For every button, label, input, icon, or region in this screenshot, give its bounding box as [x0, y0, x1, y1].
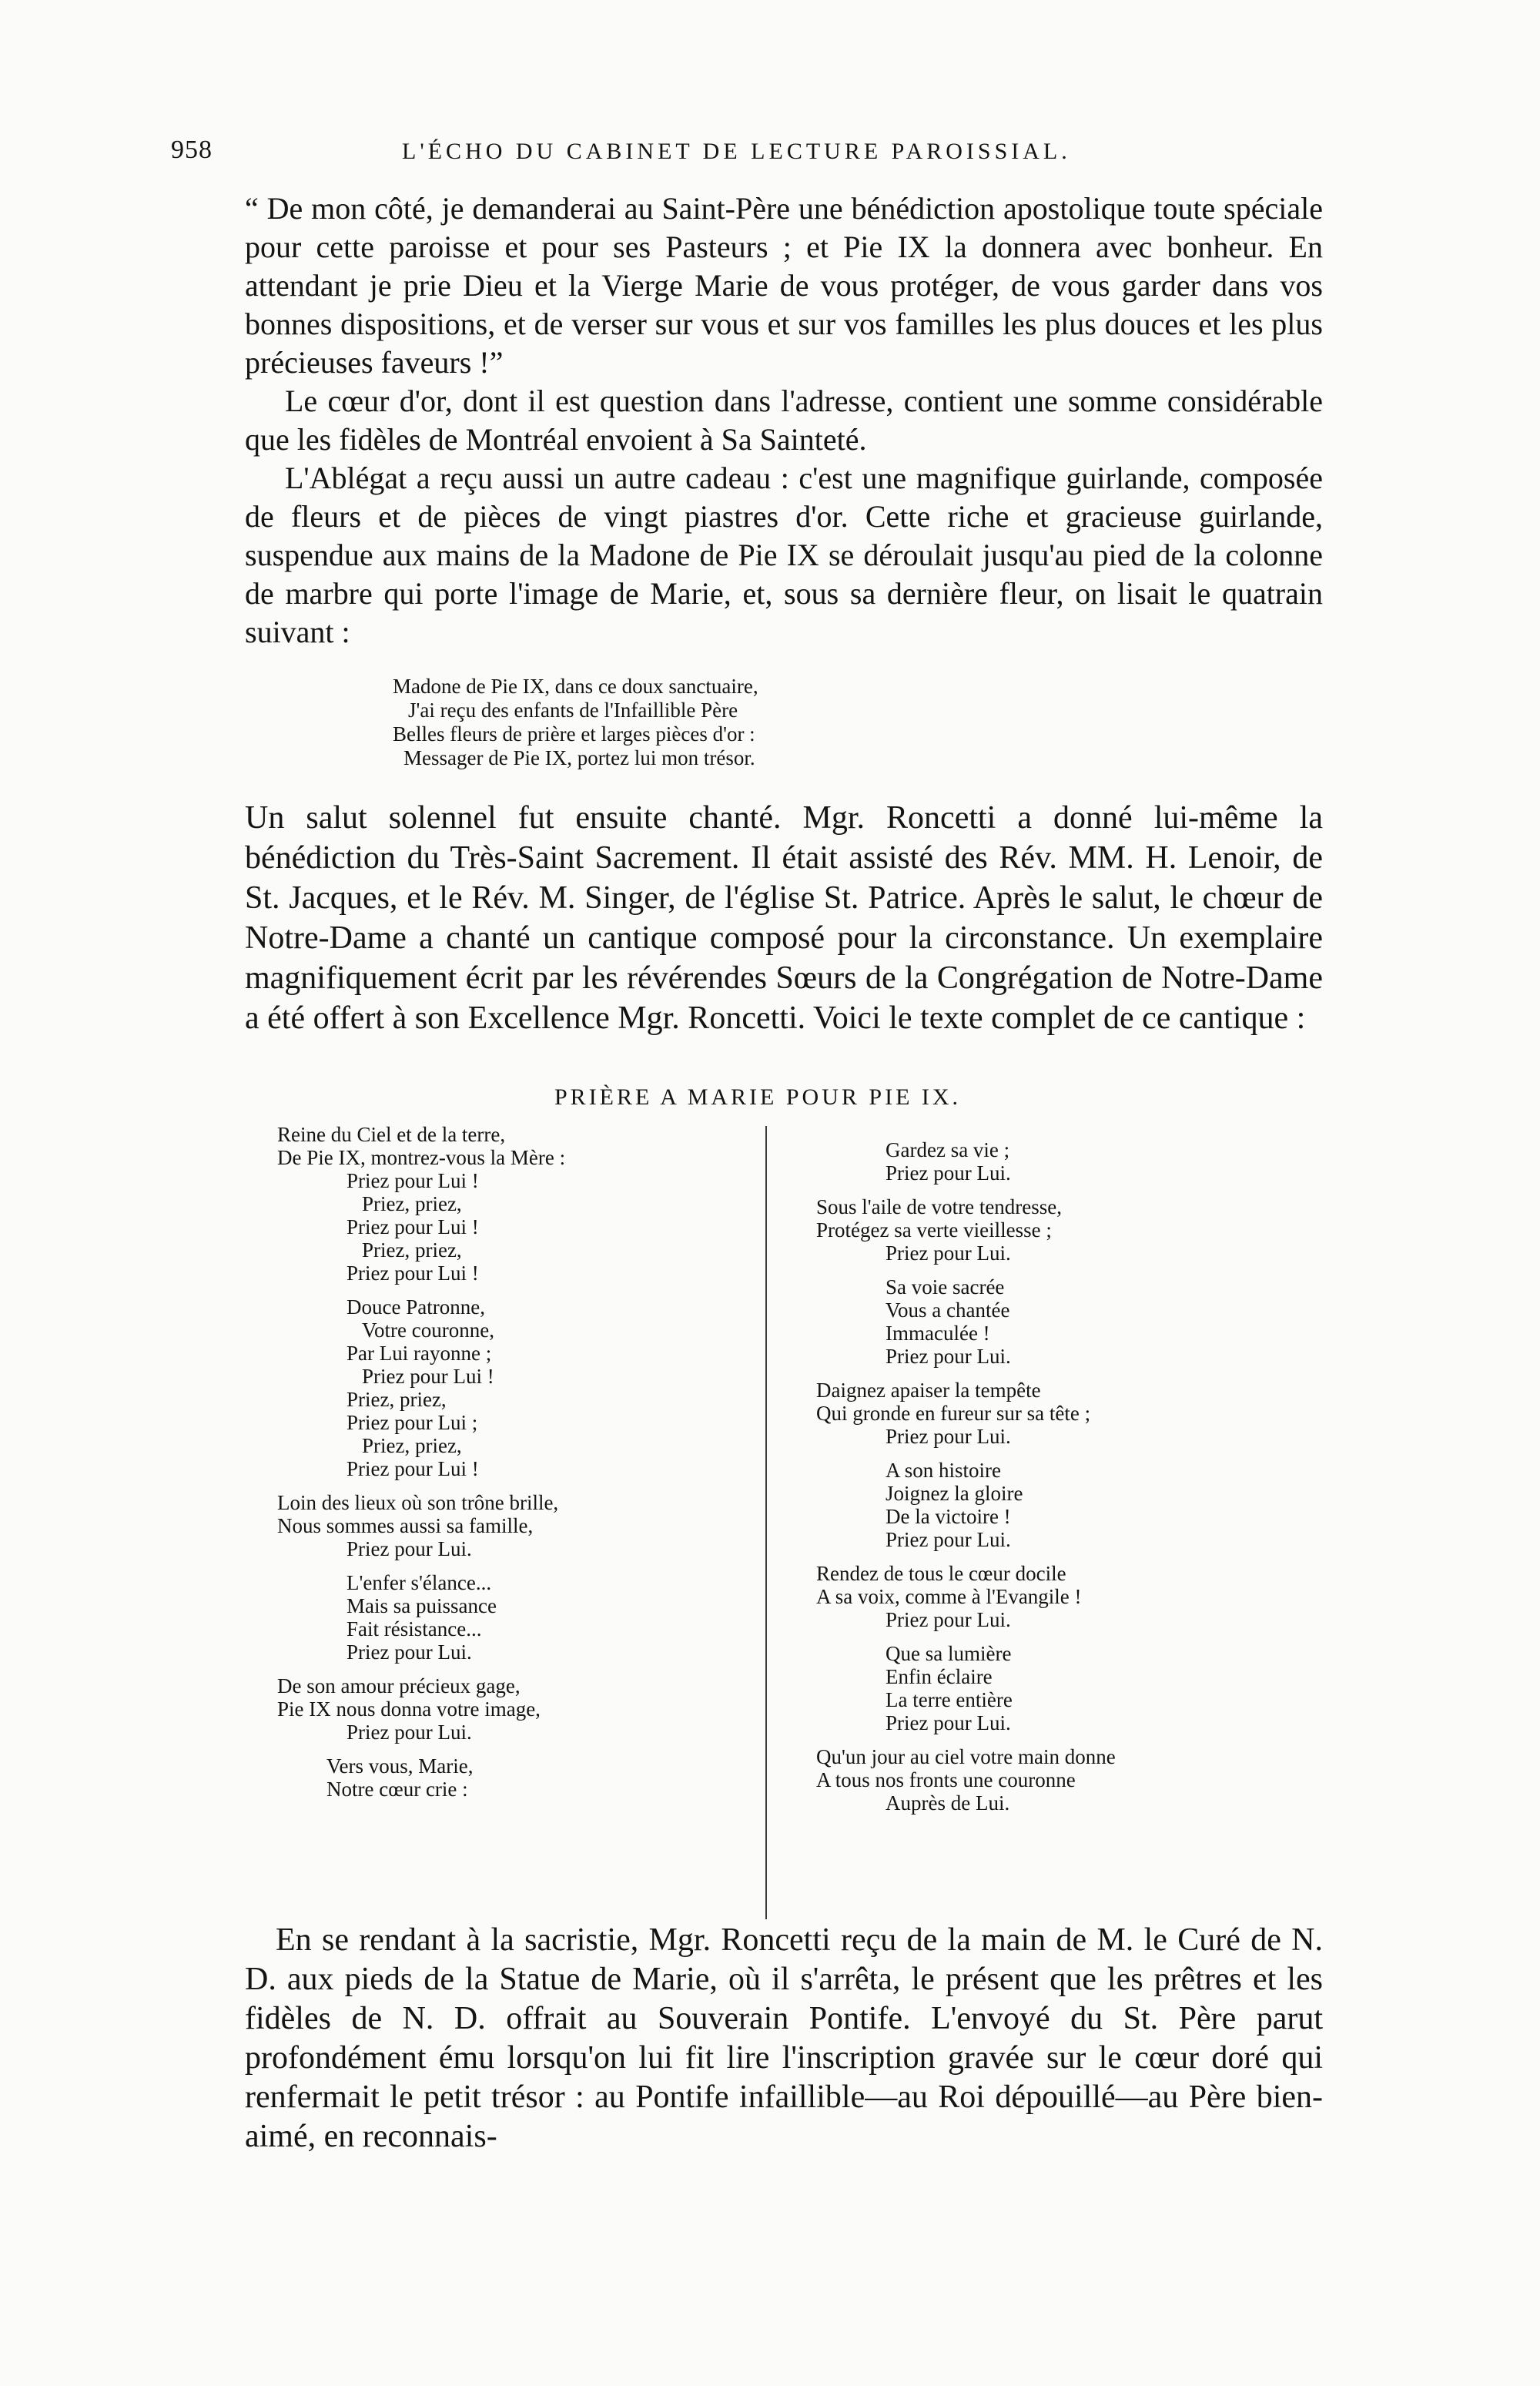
hymn-line: Auprès de Lui.: [886, 1791, 1010, 1815]
hymn-line: Reine du Ciel et de la terre,: [277, 1123, 506, 1146]
hymn-stanza: [816, 1379, 1309, 1448]
hymn-stanza: [277, 1571, 739, 1664]
hymn-stanza: [277, 1123, 739, 1285]
hymn-line: Nous sommes aussi sa famille,: [277, 1514, 534, 1537]
hymn-stanza: [816, 1195, 1309, 1265]
hymn-stanza: [277, 1295, 739, 1480]
hymn-line: Rendez de tous le cœur docile: [816, 1562, 1066, 1585]
hymn-line: Vers vous, Marie,: [326, 1754, 474, 1778]
hymn-line: La terre entière: [886, 1688, 1013, 1711]
hymn-left-column: [277, 1123, 739, 1811]
hymn-line: A sa voix, comme à l'Evangile !: [816, 1585, 1082, 1608]
hymn-line: Priez pour Lui.: [886, 1608, 1011, 1631]
garland-paragraph: L'Ablégat a reçu aussi un autre cadeau : c'est une magnifique guirlande, composée de fleurs et de pièces de vingt piastres d'or. Cette riche et gracieuse guirlande, suspendue aux mains de la Madone de Pie IX se déroulait jusqu'au pied de la colonne de marbre qui porte l'image de Marie, et, sous sa dernière fleur, on lisait le quatrain suivant :: [245, 461, 1323, 649]
quatrain-line: Belles fleurs de prière et larges pièces d'or :: [393, 722, 755, 746]
salut-paragraph: Un salut solennel fut ensuite chanté. Mgr. Roncetti a donné lui-même la bénédiction du Très-Saint Sacrement. Il était assisté des Rév. MM. H. Lenoir, de St. Jacques, et le Rév. M. Singer, de l'église St. Patrice. Après le salut, le chœur de Notre-Dame a chanté un cantique composé pour la circonstance. Un exemplaire magnifiquement écrit par les révérendes Sœurs de la Congrégation de Notre-Dame a été offert à son Excellence Mgr. Roncetti. Voici le texte complet de ce cantique :: [245, 800, 1323, 1036]
hymn-stanza: [816, 1275, 1309, 1368]
hymn-line: Priez, priez,: [346, 1388, 447, 1411]
hymn-line: Pie IX nous donna votre image,: [277, 1697, 541, 1721]
running-header: [171, 136, 1372, 171]
hymn-line: Que sa lumière: [886, 1642, 1012, 1665]
hymn-line: Priez pour Lui.: [886, 1711, 1011, 1734]
column-rule: [765, 1126, 767, 1919]
hymn-line: A tous nos fronts une couronne: [816, 1768, 1076, 1791]
hymn-stanza: [277, 1491, 739, 1560]
hymn-line: Douce Patronne,: [346, 1295, 485, 1319]
hymn-right-column: [816, 1138, 1309, 1825]
hymn-line: Sa voie sacrée: [886, 1275, 1005, 1299]
hymn-line: Notre cœur crie :: [326, 1778, 468, 1801]
hymn-line: Loin des lieux où son trône brille,: [277, 1491, 559, 1514]
hymn-line: De Pie IX, montrez-vous la Mère :: [277, 1146, 566, 1169]
hymn-line: Joignez la gloire: [886, 1482, 1023, 1505]
hymn-line: Fait résistance...: [346, 1617, 482, 1640]
hymn-line: Priez pour Lui.: [346, 1640, 472, 1664]
hymn-stanza: [277, 1754, 739, 1801]
hymn-line: Daignez apaiser la tempête: [816, 1379, 1041, 1402]
hymn-line: Immaculée !: [886, 1322, 990, 1345]
hymn-line: De son amour précieux gage,: [277, 1674, 521, 1697]
quatrain: [393, 675, 1086, 770]
hymn-line: Priez pour Lui !: [346, 1215, 479, 1238]
hymn-line: Priez pour Lui.: [886, 1161, 1011, 1185]
hymn-line: Priez pour Lui.: [886, 1425, 1011, 1448]
hymn-line: Priez pour Lui !: [346, 1262, 479, 1285]
hymn-line: Sous l'aile de votre tendresse,: [816, 1195, 1063, 1218]
hymn-line: Priez pour Lui !: [346, 1169, 479, 1192]
hymn-line: Votre couronne,: [362, 1319, 494, 1342]
bishop-quote-paragraph: “ De mon côté, je demanderai au Saint-Père une bénédiction apostolique toute spéciale pour cette paroisse et pour ses Pasteurs ; et Pie IX la donnera avec bonheur. En attendant je prie Dieu et la Vierge Marie de vous protéger, de vous garder dans vos bonnes dispositions, et de verser sur vous et sur vos familles les plus douces et les plus précieuses faveurs !”: [245, 191, 1323, 380]
hymn-line: Vous a chantée: [886, 1299, 1010, 1322]
hymn-line: Mais sa puissance: [346, 1594, 497, 1617]
hymn-line: Priez pour Lui !: [346, 1457, 479, 1480]
quatrain-line: Messager de Pie IX, portez lui mon trésor.: [403, 746, 755, 769]
hymn-stanza: [816, 1642, 1309, 1734]
page-number: 958: [171, 136, 213, 164]
sacristy-paragraph: En se rendant à la sacristie, Mgr. Roncetti reçu de la main de M. le Curé de N. D. aux pieds de la Statue de Marie, où il s'arrêta, le présent que les prêtres et les fidèles de N. D. offrait au Souverain Pontife. L'envoyé du St. Père parut profondément ému lorsqu'on lui fit lire l'inscription gravée sur le cœur doré qui renfermait le petit trésor : au Pontife infaillible—au Roi dépouillé—au Père bien-aimé, en reconnais-: [245, 1922, 1323, 2154]
hymn-line: L'enfer s'élance...: [346, 1571, 492, 1594]
hymn-title: PRIÈRE A MARIE POUR PIE IX.: [554, 1084, 962, 1110]
sacristy-text: [245, 1921, 1323, 2156]
opening-text: [245, 189, 1323, 652]
hymn-line: Priez, priez,: [362, 1192, 462, 1215]
hymn-stanza: [816, 1745, 1309, 1815]
hymn-stanza: [277, 1674, 739, 1744]
hymn-line: Priez pour Lui ;: [346, 1411, 478, 1434]
hymn-line: Qu'un jour au ciel votre main donne: [816, 1745, 1116, 1768]
hymn-line: Protégez sa verte vieillesse ;: [816, 1218, 1052, 1242]
hymn-line: Priez, priez,: [362, 1238, 462, 1262]
hymn-line: Priez pour Lui.: [886, 1242, 1011, 1265]
hymn-stanza: [816, 1459, 1309, 1551]
hymn-line: A son histoire: [886, 1459, 1002, 1482]
hymn-stanza: [816, 1138, 1309, 1185]
hymn-line: Priez pour Lui.: [886, 1528, 1011, 1551]
hymn-line: Par Lui rayonne ;: [346, 1342, 492, 1365]
hymn-line: Gardez sa vie ;: [886, 1138, 1010, 1161]
quatrain-line: Madone de Pie IX, dans ce doux sanctuaire,: [393, 675, 758, 698]
running-title: L'ÉCHO DU CABINET DE LECTURE PAROISSIAL.: [402, 139, 1071, 164]
hymn-line: Qui gronde en fureur sur sa tête ;: [816, 1402, 1091, 1425]
quatrain-line: J'ai reçu des enfants de l'Infaillible Père: [408, 699, 738, 722]
hymn-line: Priez pour Lui.: [346, 1721, 472, 1744]
golden-heart-paragraph: Le cœur d'or, dont il est question dans l'adresse, contient une somme considérable que les fidèles de Montréal envoient à Sa Sainteté.: [245, 384, 1323, 457]
hymn-line: Priez pour Lui !: [362, 1365, 494, 1388]
hymn-stanza: [816, 1562, 1309, 1631]
hymn-line: Enfin éclaire: [886, 1665, 993, 1688]
hymn-line: Priez pour Lui.: [346, 1537, 472, 1560]
hymn-line: De la victoire !: [886, 1505, 1011, 1528]
hymn-line: Priez, priez,: [362, 1434, 462, 1457]
salut-text: [245, 798, 1323, 1038]
hymn-line: Priez pour Lui.: [886, 1345, 1011, 1368]
